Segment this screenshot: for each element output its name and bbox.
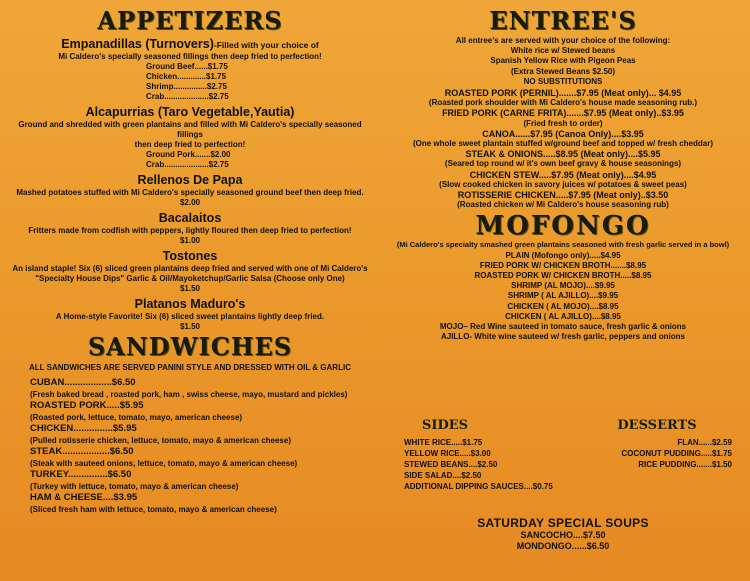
maduros-name: Platanos Maduro's [134,297,246,311]
entree-steak-onions: STEAK & ONIONS.....$8.95 (Meat only)....$5.95 [465,149,661,160]
dessert-rice-pudding: RICE PUDDING.......$1.50 [638,460,732,469]
entrees-title: ENTREE'S [489,6,637,35]
sandwich-chicken-desc: (Pulled rotisserie chicken, lettuce, tomato, mayo & american cheese) [30,436,291,445]
sandwich-steak: STEAK..................$6.50 [30,446,134,457]
mofongo-item-plain: PLAIN (Mofongo only).....$4.95 [505,250,621,260]
entree-chicken-stew-desc: (Slow cooked chicken in savory juices w/ potatoes & sweet peas) [439,179,687,189]
sandwich-ham-cheese: HAM & CHEESE....$3.95 [30,492,138,503]
empanadillas-price-crab: Crab....................$2.75 [146,92,229,101]
left-column [6,6,374,515]
sandwich-turkey: TURKEY...............$6.50 [30,469,132,480]
maduros-price: $1.50 [179,322,201,331]
mofongo-item-chicken-mojo: CHICKEN ( AL MOJO)....$8.95 [507,301,619,311]
side-white-rice: WHITE RICE.....$1.75 [404,438,483,447]
mofongo-item-fried-pork: FRIED PORK W/ CHICKEN BROTH.......$8.95 [479,260,647,270]
entree-rotisserie-chicken-desc: (Roasted chicken w/ Mi Caldero's house seasoning rub) [457,200,669,210]
empanadillas-price-beef: Ground Beef......$1.75 [146,62,228,71]
bacalaitos-price: $1.00 [179,236,201,245]
sandwich-roasted-pork: ROASTED PORK.....$5.95 [30,400,144,411]
mofongo-item-shrimp-ajillo: SHRIMP ( AL AJILLO)....$9.95 [507,291,619,301]
desserts-title: DESSERTS [617,418,697,433]
tostones-desc1: An island staple! Six (6) sliced green plantains deep fried and served with one of Mi Caldero's [12,264,368,273]
dessert-coconut-pudding: COCONUT PUDDING.....$1.75 [621,449,732,458]
entrees-intro-2: White rice w/ Stewed beans [510,46,616,56]
entrees-intro-4: (Extra Stewed Beans $2.50) [510,66,616,76]
sandwich-ham-cheese-desc: (Sliced fresh ham with lettuce, tomato, mayo & american cheese) [30,505,277,514]
sandwich-chicken: CHICKEN...............$5.95 [30,423,137,434]
empanadillas-price-chicken: Chicken.............$1.75 [146,72,227,81]
empanadillas-desc1: -Filled with your choice of [213,40,319,50]
empanadillas-price-shrimp: Shrimp...............$2.75 [146,82,227,91]
desserts-section [582,418,732,470]
entrees-intro-5: NO SUBSTITUTIONS [523,76,603,86]
mofongo-note-mojo: MOJO– Red Wine sauteed in tomato sauce, fresh garlic & onions [439,322,687,332]
sandwich-roasted-pork-desc: (Roasted pork, lettuce, tomato, mayo, american cheese) [30,413,243,422]
side-yellow-rice: YELLOW RICE.....$3.00 [404,449,491,458]
empanadillas-desc2: Mi Caldero's specially seasoned fillings then deep fried to perfection! [58,52,322,61]
sandwich-turkey-desc: (Turkey with lettuce, tomato, mayo & american cheese) [30,482,239,491]
entree-roasted-pork-desc: (Roasted pork shoulder with Mi Caldero's house made seasoning rub.) [428,98,698,108]
soups-section [382,516,744,552]
alcapurrias-desc2: then deep fried to perfection! [134,140,246,149]
sandwich-cuban-desc: (Fresh baked bread , roasted pork, ham , swiss cheese, mayo, mustard and pickles) [30,390,348,399]
sandwich-list [6,377,374,515]
entrees-intro-1: All entree's are served with your choice of the following: [455,36,671,45]
entree-canoa-desc: (One whole sweet plantain stuffed w/ground beef and topped w/ fresh cheddar) [412,139,714,149]
entree-fried-pork: FRIED PORK (CARNE FRITA).......$7.95 (Meat only)..$3.95 [442,108,684,119]
sandwich-cuban: CUBAN..................$6.50 [30,377,136,388]
rellenos-desc: Mashed potatoes stuffed with Mi Caldero's specially seasoned ground beef then deep fried. [16,188,364,197]
alcapurrias-name: Alcapurrias (Taro Vegetable,Yautia) [85,105,295,119]
empanadillas-name: Empanadillas (Turnovers) [61,37,214,51]
rellenos-name: Rellenos De Papa [137,173,243,187]
alcapurrias-price-crab: Crab....................$2.75 [146,160,229,169]
tostones-desc2: "Specialty House Dips" Garlic & Oil/Mayoketchup/Garlic Salsa (Choose only One) [35,274,345,283]
sandwich-steak-desc: (Steak with sauteed onions, lettuce, tomato, mayo & american cheese) [30,459,298,468]
sandwiches-title: SANDWICHES [87,332,293,361]
mofongo-item-shrimp-mojo: SHRIMP (AL MOJO)....$9.95 [511,281,615,291]
bacalaitos-desc: Fritters made from codfish with peppers, lightly floured then deep fried to perfection! [28,226,352,235]
entree-chicken-stew: CHICKEN STEW.....$7.95 (Meat only)....$4.95 [469,169,657,180]
dessert-flan: FLAN......$2.59 [677,438,732,447]
entree-roasted-pork: ROASTED PORK (PERNIL).......$7.95 (Meat only)... $4.95 [444,88,682,99]
maduros-desc: A Home-style Favorite! Six (6) sliced sweet plantains lightly deep fried. [55,312,325,321]
bacalaitos-name: Bacalaitos [158,211,222,225]
side-dipping-sauces: ADDITIONAL DIPPING SAUCES....$0.75 [404,482,553,491]
mofongo-note-ajillo: AJILLO- White wine sauteed w/ fresh garlic, peppers and onions [440,332,686,342]
alcapurrias-price-pork: Ground Pork.......$2.00 [146,150,231,159]
entree-rotisserie-chicken: ROTISSERIE CHICKEN.....$7.95 (Meat only)..$3.50 [457,190,669,201]
right-column [382,6,744,581]
soup-sancocho: SANCOCHO....$7.50 [520,530,606,540]
entree-steak-onions-desc: (Seared top round w/ it's own beef gravy & house seasonings) [444,159,682,169]
side-salad: SIDE SALAD....$2.50 [404,471,482,480]
mofongo-item-roasted-pork: ROASTED PORK W/ CHICKEN BROTH.....$8.95 [474,271,652,281]
entree-canoa: CANOA......$7.95 (Canoa Only)....$3.95 [482,128,644,139]
appetizers-title: APPETIZERS [97,6,283,35]
empanadillas-heading [6,37,374,52]
sides-title: SIDES [422,418,469,433]
tostones-name: Tostones [162,249,218,263]
side-stewed-beans: STEWED BEANS....$2.50 [404,460,498,469]
mofongo-title: MOFONGO [475,211,651,242]
tostones-price: $1.50 [179,284,201,293]
entree-fried-pork-desc: (Fried fresh to order) [523,118,603,128]
sides-section [404,418,564,492]
alcapurrias-desc1: Ground and shredded with green plantains and filled with Mi Caldero's specially seasoned fillings [18,120,362,139]
sandwiches-intro: ALL SANDWICHES ARE SERVED PANINI STYLE AND DRESSED WITH OIL & GARLIC [29,363,351,372]
rellenos-price: $2.00 [179,198,201,207]
entrees-intro-3: Spanish Yellow Rice with Pigeon Peas [490,56,636,66]
soups-title: SATURDAY SPECIAL SOUPS [477,516,649,530]
mofongo-item-chicken-ajillo: CHICKEN ( AL AJILLO)....$8.95 [505,311,621,321]
soup-mondongo: MONDONGO......$6.50 [516,541,610,551]
mofongo-intro: (Mi Caldero's specialty smashed green plantains seasoned with fresh garlic served in a bowl) [396,240,730,250]
